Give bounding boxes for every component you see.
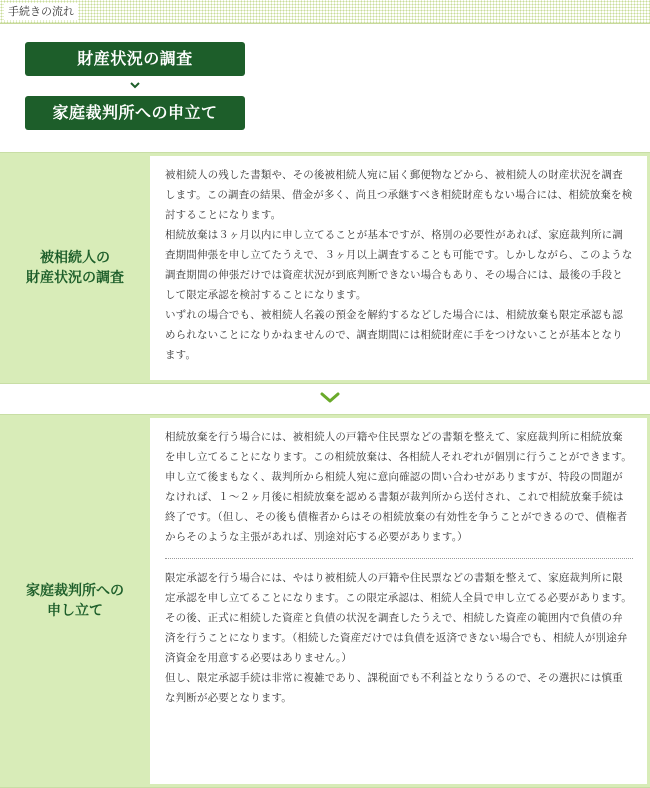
- flow-step-court-petition: 家庭裁判所への申立て: [25, 96, 245, 130]
- header-bar: [0, 0, 650, 24]
- section-label: [0, 415, 150, 787]
- section-label-line: 申し立て: [47, 603, 103, 619]
- section-content: [150, 418, 647, 784]
- paragraph: 申し立て後まもなく、裁判所から相続人宛に意向確認の問い合わせがありますが、特段の問題がなければ、１〜２ヶ月後に相続放棄を認める書類が裁判所から送付され、これで相続放棄手続は終了です。（但し、その後も債権者からはその相続放棄の有効性を争うことができるので、債権者からそのような主張があれば、別途対応する必要があります。）: [165, 471, 628, 543]
- section-property-investigation: [0, 152, 650, 384]
- paragraph: その後、正式に相続した資産と負債の状況を調査したうえで、相続した資産の範囲内で負債の弁済を行うことになります。（相続した資産だけでは負債を返済できない場合でも、相続人が別途弁済資金を用意する必要はありません。）: [165, 612, 628, 664]
- section-content: [150, 156, 647, 380]
- paragraph: 相続放棄を行う場合には、被相続人の戸籍や住民票などの書類を整えて、家庭裁判所に相続放棄を申し立てることになります。この相続放棄は、各相続人それぞれが個別に行うことができます。: [165, 431, 632, 463]
- section-label: [0, 153, 150, 383]
- paragraph: 被相続人の残した書類や、その後被相続人宛に届く郵便物などから、被相続人の財産状況を調査します。この調査の結果、借金が多く、尚且つ承継すべき相続財産もない場合には、相続放棄を検討することになります。: [165, 169, 633, 221]
- paragraph: 相続放棄は３ヶ月以内に申し立てることが基本ですが、格別の必要性があれば、家庭裁判所に調査期間伸張を申し立てたうえで、３ヶ月以上調査することも可能です。しかしながら、このような調査期間の伸張だけでは資産状況が到底判断できない場合もあり、その場合には、最後の手段として限定承認を検討することになります。: [165, 229, 633, 301]
- page-title: 手続きの流れ: [4, 3, 78, 20]
- section-label-line: 財産状況の調査: [26, 270, 124, 286]
- paragraph: 限定承認を行う場合には、やはり被相続人の戸籍や住民票などの書類を整えて、家庭裁判所に限定承認を申し立てることになります。この限定承認は、相続人全員で申し立てる必要があります。: [165, 572, 632, 604]
- dotted-divider: [165, 558, 633, 559]
- section-label-line: 被相続人の: [40, 250, 110, 266]
- flow-step-property-investigation: 財産状況の調査: [25, 42, 245, 76]
- chevron-down-icon: [318, 390, 342, 406]
- chevron-down-icon: [128, 79, 142, 93]
- paragraph: いずれの場合でも、被相続人名義の預金を解約するなどした場合には、相続放棄も限定承認も認められないことになりかねませんので、調査期間には相続財産に手をつけないことが基本となります。: [165, 309, 623, 361]
- section-court-petition: [0, 414, 650, 788]
- paragraph: 但し、限定承認手続は非常に複雑であり、課税面でも不利益となりうるので、その選択には慎重な判断が必要となります。: [165, 672, 623, 704]
- section-label-line: 家庭裁判所への: [26, 583, 124, 599]
